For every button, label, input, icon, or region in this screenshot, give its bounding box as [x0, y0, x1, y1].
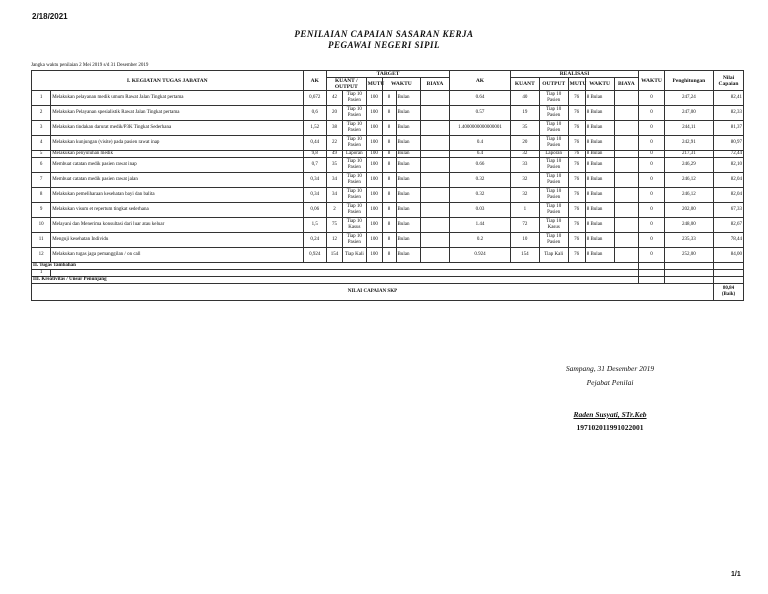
header-realisasi: REALISASI [510, 71, 638, 78]
cell-tm: 100 [366, 203, 382, 218]
nilai-capaian-skp-value: 80,84 (Baik) [713, 284, 743, 301]
cell-rb [614, 121, 639, 136]
cell-rm: 76 [568, 121, 585, 136]
cell-p: 217,31 [664, 151, 713, 158]
page-number: 1/1 [731, 571, 741, 578]
cell-to: Tiap Kali [343, 248, 367, 263]
cell-tb [421, 218, 450, 233]
cell-rk: 154 [510, 248, 539, 263]
cell-rak: 0.32 [449, 188, 510, 203]
signature-nip: 197102011991022001 [576, 423, 644, 432]
cell-rb [614, 91, 639, 106]
header-output: OUTPUT [539, 78, 568, 91]
cell-kegiatan: Melakukan pelayanan medik umum Rawat Jalan Tingkat pertama [51, 91, 303, 106]
cell-kegiatan: Melakukan visum et repertum tingkat sederhana [51, 203, 303, 218]
cell-tm: 100 [366, 151, 382, 158]
cell-p: 244,11 [664, 121, 713, 136]
cell-no: 12 [32, 248, 51, 263]
document-subtitle: PEGAWAI NEGERI SIPIL [327, 40, 441, 50]
cell-rb [614, 188, 639, 203]
cell-rb [614, 218, 639, 233]
cell-w: 0 [639, 233, 665, 248]
cell-ak: 0,44 [303, 136, 327, 151]
cell-p: 242,91 [664, 136, 713, 151]
table-row [32, 218, 744, 233]
cell-p: 248,00 [664, 218, 713, 233]
cell-n: 80,97 [713, 136, 743, 151]
cell-tb [421, 233, 450, 248]
cell-ro: Tiap 10 Pasien [539, 233, 568, 248]
header-biaya: BIAYA [421, 78, 450, 91]
cell-rak: 0.4 [449, 136, 510, 151]
header-kuant: KUANT [510, 78, 539, 91]
cell-tw: 8 [382, 248, 396, 263]
header-biaya-realisasi: BIAYA [614, 78, 639, 91]
print-date: 2/18/2021 [32, 12, 68, 21]
cell-n: 72,44 [713, 151, 743, 158]
cell-p: 246,12 [664, 188, 713, 203]
signature-place-date: Sampang, 31 Desember 2019 [565, 364, 655, 373]
cell-kegiatan: Membuat catatan medik pasien rawat inap [51, 158, 303, 173]
cell-p: 235,33 [664, 233, 713, 248]
cell-tk: 22 [327, 136, 343, 151]
cell-tb [421, 151, 450, 158]
cell-tw: 8 [382, 218, 396, 233]
cell-rak: 1.44 [449, 218, 510, 233]
cell-tu: Bulan [396, 121, 421, 136]
cell-p: 247,24 [664, 91, 713, 106]
cell-rb [614, 233, 639, 248]
header-waktu-realisasi: WAKTU [585, 78, 614, 91]
cell-tb [421, 158, 450, 173]
cell-n: 82,33 [713, 106, 743, 121]
cell-tk: 42 [327, 91, 343, 106]
cell-rk: 72 [510, 218, 539, 233]
kreativitas-label: III. Kreativitas / Unsur Penunjang [32, 277, 639, 284]
cell-ro: Tiap 10 Pasien [539, 121, 568, 136]
cell-p: 252,00 [664, 248, 713, 263]
cell-rm: 76 [568, 173, 585, 188]
cell-kegiatan: Melakukan tindakan darurat medik/P3K Tingkat Sederhana [51, 121, 303, 136]
table-row [32, 248, 744, 263]
cell-tk: 12 [327, 233, 343, 248]
cell-to: Tiap 10 Kasus [343, 218, 367, 233]
cell-tu: Bulan [396, 173, 421, 188]
cell-rm: 76 [568, 106, 585, 121]
cell-ro: Tiap 10 Pasien [539, 173, 568, 188]
cell-rak: 0.57 [449, 106, 510, 121]
cell-rk: 10 [510, 233, 539, 248]
header-penghitungan: Penghitungan [664, 71, 713, 91]
cell-tm: 100 [366, 218, 382, 233]
cell-rk: 33 [510, 158, 539, 173]
cell-ak: 0,24 [303, 233, 327, 248]
cell-no: 10 [32, 218, 51, 233]
cell-n: 82,04 [713, 173, 743, 188]
header-kuant-output: KUANT / OUTPUT [327, 78, 367, 91]
cell-no: 9 [32, 203, 51, 218]
cell-ro: Tiap 10 Pasien [539, 91, 568, 106]
cell-tm: 100 [366, 158, 382, 173]
cell-tk: 34 [327, 173, 343, 188]
cell-ak: 1,52 [303, 121, 327, 136]
cell-tb [421, 136, 450, 151]
cell-to: Tiap 10 Pasien [343, 203, 367, 218]
cell-rm: 76 [568, 218, 585, 233]
cell-rk: 19 [510, 106, 539, 121]
cell-rk: 20 [510, 136, 539, 151]
cell-n: 82,41 [713, 91, 743, 106]
header-nilai-capaian: Nilai Capaian [713, 71, 743, 91]
cell-w: 0 [639, 188, 665, 203]
cell-w: 0 [639, 151, 665, 158]
cell-tu: Bulan [396, 151, 421, 158]
cell-tw: 8 [382, 136, 396, 151]
cell-ak: 1,5 [303, 218, 327, 233]
cell-rm: 76 [568, 203, 585, 218]
header-waktu-penghitungan: WAKTU [639, 71, 665, 91]
cell-ak: 0,34 [303, 188, 327, 203]
cell-to: Tiap 10 Pasien [343, 106, 367, 121]
cell-rb [614, 173, 639, 188]
cell-rb [614, 151, 639, 158]
cell-tk: 75 [327, 218, 343, 233]
cell-kegiatan: Melakukan kunjungan (visite) pada pasien rawat inap [51, 136, 303, 151]
cell-rak: 1.4000000000000001 [449, 121, 510, 136]
cell-rak: 0.03 [449, 203, 510, 218]
cell-n: 78,44 [713, 233, 743, 248]
signature-name: Raden Susyati, STr.Keb [573, 410, 647, 419]
cell-ro: Tiap 10 Pasien [539, 188, 568, 203]
cell-tu: Bulan [396, 218, 421, 233]
cell-rw: 8 Bulan [585, 233, 614, 248]
header-mutu-realisasi: MUTU [568, 78, 585, 91]
header-target: TARGET [327, 71, 450, 78]
cell-to: Tiap 10 Pasien [343, 121, 367, 136]
document-title: PENILAIAN CAPAIAN SASARAN KERJA [294, 29, 474, 39]
cell-rm: 76 [568, 248, 585, 263]
cell-n: 82,67 [713, 218, 743, 233]
cell-to: Tiap 10 Pasien [343, 173, 367, 188]
nilai-capaian-skp-label: NILAI CAPAIAN SKP [32, 284, 714, 301]
cell-rw: 8 Bulan [585, 158, 614, 173]
cell-ak: 0,924 [303, 248, 327, 263]
cell-rak: 6.4 [449, 151, 510, 158]
cell-rw: 8 Bulan [585, 136, 614, 151]
cell-tu: Bulan [396, 158, 421, 173]
cell-tw: 8 [382, 188, 396, 203]
cell-no: 1 [32, 91, 51, 106]
cell-tu: Bulan [396, 233, 421, 248]
cell-ro: Tiap 10 Pasien [539, 106, 568, 121]
cell-kegiatan: Melakukan pemeliharaan kesehatan bayi dan balita [51, 188, 303, 203]
cell-tw: 8 [382, 91, 396, 106]
cell-tb [421, 121, 450, 136]
table-row [32, 106, 744, 121]
cell-tk: 38 [327, 121, 343, 136]
cell-p: 247,00 [664, 106, 713, 121]
cell-ro: Tiap 10 Kasus [539, 218, 568, 233]
cell-w: 0 [639, 121, 665, 136]
cell-tu: Bulan [396, 248, 421, 263]
cell-rb [614, 106, 639, 121]
cell-w: 0 [639, 158, 665, 173]
cell-tb [421, 248, 450, 263]
cell-tm: 100 [366, 248, 382, 263]
cell-n: 67,33 [713, 203, 743, 218]
cell-w: 0 [639, 203, 665, 218]
cell-kegiatan: Melakukan tugas jaga pemanggilan / on call [51, 248, 303, 263]
cell-rk: 32 [510, 188, 539, 203]
cell-kegiatan: Melakukan penyuluhan medik [51, 151, 303, 158]
cell-no: 3 [32, 121, 51, 136]
cell-rm: 76 [568, 91, 585, 106]
header-ak: AK [303, 71, 327, 91]
cell-n: 82,10 [713, 158, 743, 173]
cell-w: 0 [639, 173, 665, 188]
cell-kegiatan: Menguji kesehatan Individu [51, 233, 303, 248]
cell-kegiatan: Melayani dan Menerima konsultasi dari luar atau keluar [51, 218, 303, 233]
assessment-period: Jangka waktu penilaian 2 Mei 2019 s/d 31 Desember 2019 [31, 63, 149, 68]
header-kegiatan: I. KEGIATAN TUGAS JABATAN [32, 71, 304, 91]
cell-to: Tiap 10 Pasien [343, 188, 367, 203]
cell-rk: 32 [510, 151, 539, 158]
cell-w: 0 [639, 136, 665, 151]
table-row [32, 233, 744, 248]
cell-ro: Tiap 10 Pasien [539, 136, 568, 151]
skp-table [31, 70, 744, 301]
cell-rak: 0.2 [449, 233, 510, 248]
cell-p: 246,29 [664, 158, 713, 173]
cell-rm: 76 [568, 188, 585, 203]
cell-kegiatan: Membuat catatan medik pasien rawat jalan [51, 173, 303, 188]
cell-rw: 8 Bulan [585, 203, 614, 218]
cell-tm: 100 [366, 91, 382, 106]
cell-rb [614, 136, 639, 151]
cell-no: 5 [32, 151, 51, 158]
cell-tm: 100 [366, 121, 382, 136]
header-ak-realisasi: AK [449, 71, 510, 91]
cell-tk: 35 [327, 158, 343, 173]
cell-kegiatan: Melakukan Pelayanan spesialistik Rawat Jalan Tingkat pertama [51, 106, 303, 121]
cell-tk: 2 [327, 203, 343, 218]
cell-rw: 8 Bulan [585, 91, 614, 106]
cell-tk: 34 [327, 188, 343, 203]
cell-w: 0 [639, 91, 665, 106]
cell-n: 82,04 [713, 188, 743, 203]
cell-no: 8 [32, 188, 51, 203]
header-mutu: MUTU [366, 78, 382, 91]
cell-rm: 76 [568, 233, 585, 248]
table-row [32, 188, 744, 203]
cell-rm: 76 [568, 158, 585, 173]
cell-tk: 154 [327, 248, 343, 263]
table-row [32, 151, 744, 158]
table-row [32, 91, 744, 106]
cell-ak: 0,6 [303, 106, 327, 121]
cell-rm: 76 [568, 151, 585, 158]
cell-rak: 0.66 [449, 158, 510, 173]
cell-ro: Tiap Kali [539, 248, 568, 263]
cell-tk: 49 [327, 151, 343, 158]
cell-no: 4 [32, 136, 51, 151]
cell-no: 6 [32, 158, 51, 173]
signature-role: Pejabat Penilai [586, 378, 634, 387]
cell-rw: 8 Bulan [585, 248, 614, 263]
cell-ak: 0,7 [303, 158, 327, 173]
table-row [32, 158, 744, 173]
cell-tm: 100 [366, 233, 382, 248]
cell-rk: 1 [510, 203, 539, 218]
cell-no: 11 [32, 233, 51, 248]
tugas-tambahan-no: 1 [32, 270, 51, 277]
cell-ro: Tiap 10 Pasien [539, 203, 568, 218]
tugas-tambahan-label: II. Tugas Tambahan [32, 263, 639, 270]
cell-no: 7 [32, 173, 51, 188]
cell-tb [421, 106, 450, 121]
cell-w: 0 [639, 218, 665, 233]
table-row [32, 173, 744, 188]
cell-p: 246,12 [664, 173, 713, 188]
cell-tw: 8 [382, 203, 396, 218]
cell-tb [421, 173, 450, 188]
cell-tu: Bulan [396, 188, 421, 203]
cell-ak: 0,672 [303, 91, 327, 106]
cell-tb [421, 203, 450, 218]
cell-rak: 0.924 [449, 248, 510, 263]
cell-w: 0 [639, 248, 665, 263]
table-row [32, 121, 744, 136]
cell-tm: 100 [366, 188, 382, 203]
cell-to: Tiap 10 Pasien [343, 91, 367, 106]
cell-tb [421, 188, 450, 203]
cell-tw: 8 [382, 151, 396, 158]
cell-rw: 8 Bulan [585, 218, 614, 233]
cell-rm: 76 [568, 136, 585, 151]
cell-rak: 0.64 [449, 91, 510, 106]
cell-tw: 8 [382, 121, 396, 136]
cell-n: 84,00 [713, 248, 743, 263]
cell-to: Tiap 10 Pasien [343, 136, 367, 151]
cell-ak: 0,34 [303, 173, 327, 188]
cell-ro: Laporan [539, 151, 568, 158]
cell-rk: 40 [510, 91, 539, 106]
cell-tu: Bulan [396, 106, 421, 121]
cell-rw: 8 Bulan [585, 173, 614, 188]
cell-rw: 8 Bulan [585, 188, 614, 203]
cell-tb [421, 91, 450, 106]
cell-tw: 8 [382, 173, 396, 188]
cell-tm: 100 [366, 106, 382, 121]
cell-w: 0 [639, 106, 665, 121]
cell-tu: Bulan [396, 203, 421, 218]
cell-p: 202,00 [664, 203, 713, 218]
cell-rw: 8 Bulan [585, 151, 614, 158]
header-waktu: WAKTU [382, 78, 420, 91]
cell-rb [614, 158, 639, 173]
cell-tu: Bulan [396, 91, 421, 106]
cell-no: 2 [32, 106, 51, 121]
table-row [32, 203, 744, 218]
cell-tw: 8 [382, 158, 396, 173]
table-row [32, 136, 744, 151]
cell-tk: 20 [327, 106, 343, 121]
cell-to: Laporan [343, 151, 367, 158]
cell-tm: 100 [366, 173, 382, 188]
cell-to: Tiap 10 Pasien [343, 233, 367, 248]
cell-rak: 0.32 [449, 173, 510, 188]
cell-rw: 8 Bulan [585, 121, 614, 136]
cell-tw: 8 [382, 106, 396, 121]
cell-ro: Tiap 10 Pasien [539, 158, 568, 173]
cell-tu: Bulan [396, 136, 421, 151]
cell-rb [614, 203, 639, 218]
cell-rb [614, 248, 639, 263]
cell-rk: 32 [510, 173, 539, 188]
cell-tm: 100 [366, 136, 382, 151]
cell-ak: 9,8 [303, 151, 327, 158]
cell-n: 81,37 [713, 121, 743, 136]
cell-rk: 35 [510, 121, 539, 136]
cell-to: Tiap 10 Pasien [343, 158, 367, 173]
cell-ak: 0,06 [303, 203, 327, 218]
cell-tw: 8 [382, 233, 396, 248]
cell-rw: 8 Bulan [585, 106, 614, 121]
